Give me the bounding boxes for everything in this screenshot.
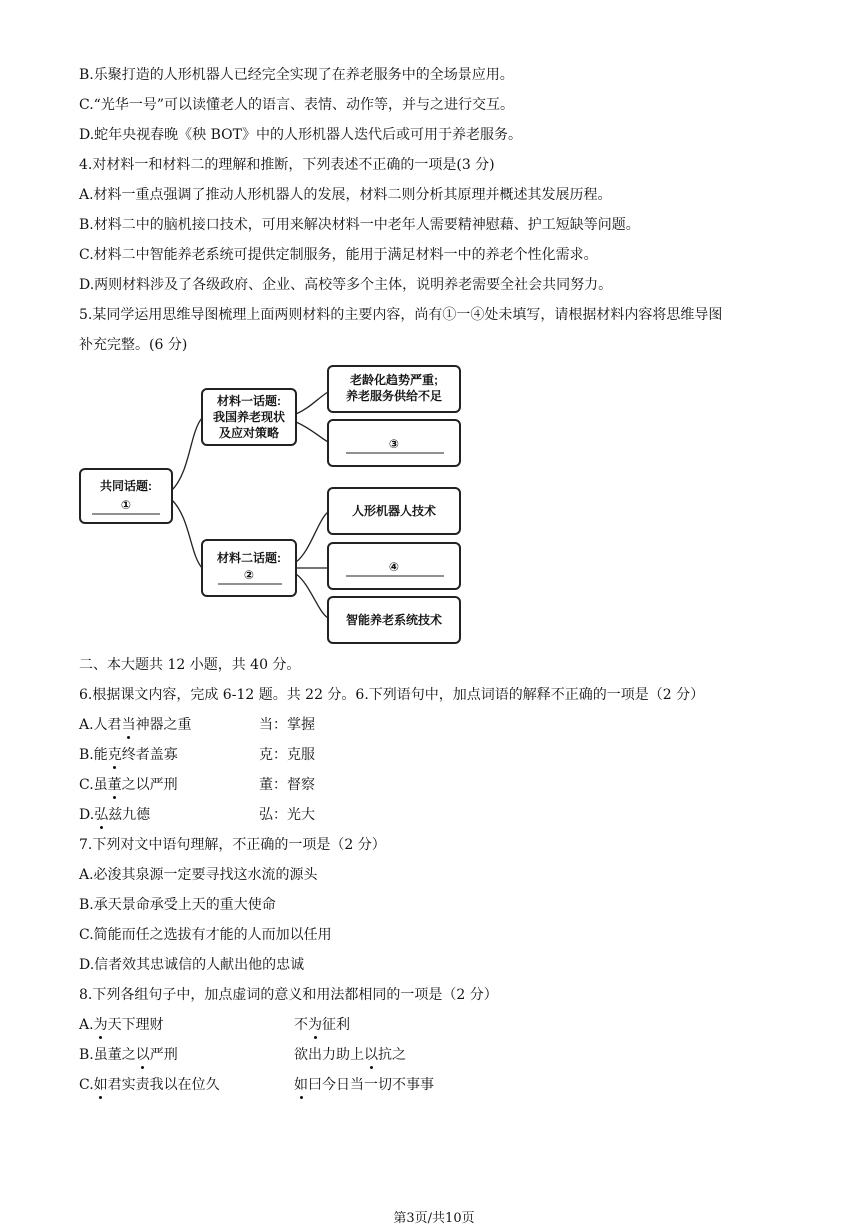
q8-stem: 8.下列各组句子中，加点虚词的意义和用法都相同的一项是（2 分）	[79, 987, 498, 1003]
dotted-char: 以	[364, 1047, 378, 1063]
q6-stem: 6.根据课文内容，完成 6-12 题。共 22 分。6.下列语句中，加点词语的解释不正确的一项是（2 分）	[79, 687, 705, 703]
q6-option-c: C.虽董之以严刑	[79, 777, 178, 793]
m2-child-robot-label: 人形机器人技术	[351, 504, 437, 518]
dotted-char: 克	[107, 747, 122, 763]
material2-label: 材料二话题:	[217, 551, 281, 565]
q3-option-b: B.乐聚打造的人形机器人已经完全实现了在养老服务中的全场景应用。	[79, 67, 514, 83]
dotted-char: 当	[121, 717, 136, 733]
section-2-heading: 二、本大题共 12 小题，共 40 分。	[79, 657, 301, 673]
page-number-footer: 第3页/共10页	[393, 1211, 475, 1226]
q7-option-d: D.信者效其忠诚信的人献出他的忠诚	[79, 957, 305, 973]
q7-option-a: A.必浚其泉源一定要寻找这水流的源头	[79, 867, 318, 883]
q6-gloss-d: 弘：光大	[259, 807, 315, 823]
dotted-char: 如	[294, 1077, 308, 1093]
m1-child-aging-line1: 老龄化趋势严重;	[350, 373, 438, 387]
q7-stem: 7.下列对文中语句理解，不正确的一项是（2 分）	[79, 837, 386, 853]
q8-option-a-right: 不为征利	[294, 1017, 350, 1033]
q5-stem-line1: 5.某同学运用思维导图梳理上面两则材料的主要内容，尚有①一④处未填写，请根据材料内容将思维导图	[79, 307, 723, 323]
q8-option-a-left: A.为天下理财	[79, 1017, 164, 1033]
q5-stem-line2: 补充完整。(6 分)	[79, 337, 188, 353]
dotted-char: 为	[308, 1017, 322, 1033]
root-label: 共同话题:	[100, 479, 152, 493]
q4-option-d: D.两则材料涉及了各级政府、企业、高校等多个主体，说明养老需要全社会共同努力。	[79, 277, 613, 293]
blank-2-number: ②	[243, 568, 255, 582]
mind-map-diagram	[78, 362, 468, 648]
root-blank-number: ①	[120, 498, 132, 512]
material1-topic-line1: 我国养老现状	[212, 410, 286, 424]
q4-option-c: C.材料二中智能养老系统可提供定制服务，能用于满足材料一中的养老个性化需求。	[79, 247, 598, 263]
dotted-char: 为	[93, 1017, 108, 1033]
q8-option-b-right: 欲出力助上以抗之	[294, 1047, 406, 1063]
q4-option-b: B.材料二中的脑机接口技术，可用来解决材料一中老年人需要精神慰藉、护工短缺等问题。	[79, 217, 640, 233]
m1-child-aging-line2: 养老服务供给不足	[345, 389, 443, 403]
q6-option-b: B.能克终者盖寡	[79, 747, 178, 763]
dotted-char: 董	[107, 777, 122, 793]
q3-option-d: D.蛇年央视春晚《秧 BOT》中的人形机器人迭代后或可用于养老服务。	[79, 127, 522, 143]
q4-option-a: A.材料一重点强调了推动人形机器人的发展，材料二则分析其原理并概述其发展历程。	[79, 187, 612, 203]
material1-label: 材料一话题:	[217, 394, 281, 408]
q6-gloss-c: 董：督察	[259, 777, 315, 793]
q8-option-b-left: B.虽董之以严刑	[79, 1047, 178, 1063]
q8-option-c-left: C.如君实责我以在位久	[79, 1077, 220, 1093]
q6-gloss-a: 当：掌握	[259, 717, 315, 733]
root-node	[80, 469, 172, 523]
dotted-char: 以	[135, 1047, 150, 1063]
dotted-char: 弘	[94, 807, 109, 823]
q7-option-b: B.承天景命承受上天的重大使命	[79, 897, 276, 913]
q8-option-c-right: 如曰今日当一切不事事	[294, 1077, 434, 1093]
q6-option-d: D.弘兹九德	[79, 807, 151, 823]
blank-3-number: ③	[388, 437, 400, 451]
q7-option-c: C.简能而任之选拔有才能的人而加以任用	[79, 927, 332, 943]
m2-child-smart-label: 智能养老系统技术	[345, 613, 443, 627]
q4-stem: 4.对材料一和材料二的理解和推断，下列表述不正确的一项是(3 分)	[79, 157, 495, 173]
q3-option-c: C.“光华一号”可以读懂老人的语言、表情、动作等，并与之进行交互。	[79, 97, 514, 113]
q6-option-a: A.人君当神器之重	[79, 717, 192, 733]
q6-gloss-b: 克：克服	[259, 747, 315, 763]
blank-4-number: ④	[388, 560, 400, 574]
dotted-char: 如	[93, 1077, 108, 1093]
material1-topic-line2: 及应对策略	[218, 426, 280, 440]
